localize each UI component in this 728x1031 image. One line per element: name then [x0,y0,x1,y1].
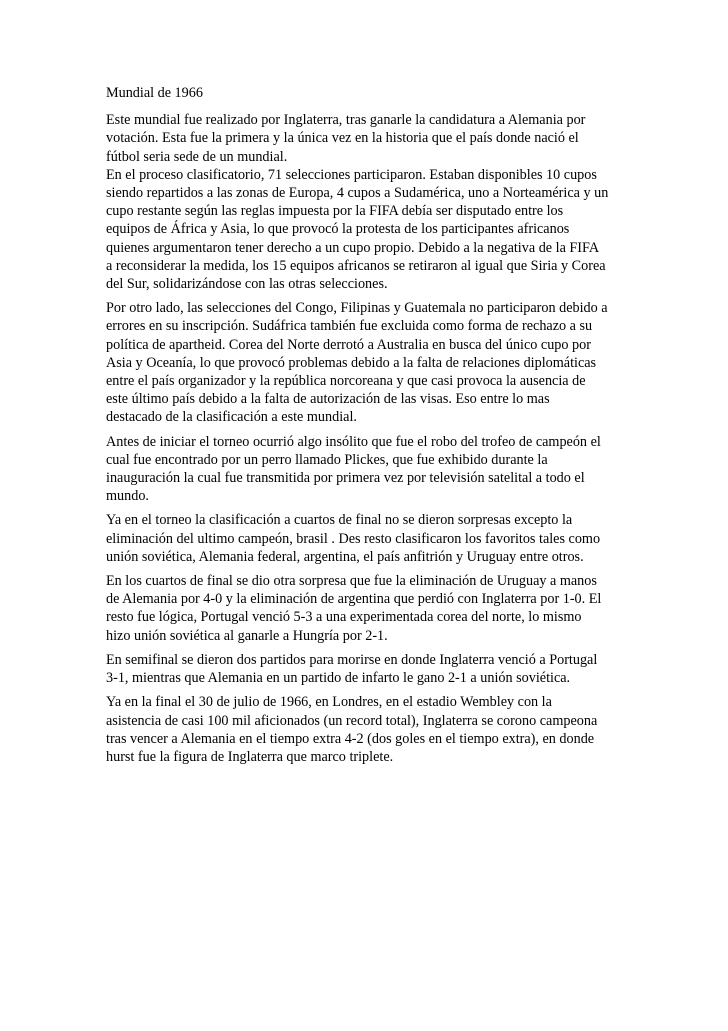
text-line: a reconsiderar la medida, los 15 equipos africanos se retiraron al igual que Siria y Corea [106,257,606,274]
paragraph-4 [106,511,626,566]
text-line: cupo restante según las reglas impuesta por la FIFA debía ser disputado entre los [106,203,564,220]
text-line: del Sur, solidarizándose con las otras selecciones. [106,276,388,293]
text-line: Antes de iniciar el torneo ocurrió algo insólito que fue el robo del trofeo de campeón el [106,433,601,450]
text-line: Ya en la final el 30 de julio de 1966, en Londres, en el estadio Wembley con la [106,694,552,711]
paragraph-5 [106,572,626,645]
text-line: destacado de la clasificación a este mundial. [106,409,357,426]
text-line: unión soviética, Alemania federal, argentina, el país anfitrión y Uruguay entre otros. [106,548,584,565]
text-line: este último país debido a la falta de autorización de las visas. Eso entre lo mas [106,391,550,408]
text-line: de Alemania por 4-0 y la eliminación de argentina que perdió con Inglaterra por 1-0. El [106,591,602,608]
text-line: política de apartheid. Corea del Norte derrotó a Australia en busca del único cupo por [106,336,591,353]
text-line: 3-1, mientras que Alemania en un partido de infarto le gano 2-1 a unión soviética. [106,670,571,687]
text-line: En el proceso clasificatorio, 71 selecciones participaron. Estaban disponibles 10 cupos [106,166,597,183]
paragraph-1 [106,111,626,293]
text-line: tras vencer a Alemania en el tiempo extra 4-2 (dos goles en el tiempo extra), en donde [106,730,595,747]
text-line: siendo repartidos a las zonas de Europa, 4 cupos a Sudamérica, uno a Norteamérica y un [106,185,609,202]
text-line: quienes argumentaron tener derecho a un cupo propio. Debido a la negativa de la FIFA [106,239,600,256]
paragraph-3 [106,433,626,506]
text-line: mundo. [106,488,149,505]
paragraph-7 [106,693,626,766]
text-line: resto fue lógica, Portugal venció 5-3 a una experimentada corea del norte, lo mismo [106,609,582,626]
text-line: hizo unión soviética al ganarle a Hungría por 2-1. [106,627,388,644]
text-line: fútbol seria sede de un mundial. [106,148,288,165]
text-line: entre el país organizador y la república norcoreana y que casi provoca la ausencia de [106,373,586,390]
text-line: eliminación del ultimo campeón, brasil . Des resto clasificaron los favoritos tales como [106,530,601,547]
paragraph-6 [106,651,626,687]
text-line: equipos de África y Asia, lo que provocó la protesta de los participantes africanos [106,221,570,238]
text-line: Por otro lado, las selecciones del Congo, Filipinas y Guatemala no participaron debido a [106,300,608,317]
text-line: Asia y Oceanía, lo que provocó problemas debido a la falta de relaciones diplomáticas [106,354,597,371]
paragraph-2 [106,299,626,426]
text-line: cual fue encontrado por un perro llamado Plickes, que fue exhibido durante la [106,451,548,468]
text-line: inauguración la cual fue transmitida por primera vez por televisión satelital a todo el [106,470,585,487]
text-line: Ya en el torneo la clasificación a cuartos de final no se dieron sorpresas excepto la [106,512,573,529]
text-line: asistencia de casi 100 mil aficionados (un record total), Inglaterra se corono campeona [106,712,598,729]
text-line: votación. Esta fue la primera y la única vez en la historia que el país donde nació el [106,130,579,147]
document-page [106,84,626,772]
text-line: En semifinal se dieron dos partidos para morirse en donde Inglaterra venció a Portugal [106,651,598,668]
text-line: En los cuartos de final se dio otra sorpresa que fue la eliminación de Uruguay a manos [106,573,597,590]
text-line: Este mundial fue realizado por Inglaterra, tras ganarle la candidatura a Alemania por [106,112,586,129]
text-line: hurst fue la figura de Inglaterra que marco triplete. [106,748,394,765]
document-title: Mundial de 1966 [106,85,203,101]
text-line: errores en su inscripción. Sudáfrica también fue excluida como forma de rechazo a su [106,318,593,335]
